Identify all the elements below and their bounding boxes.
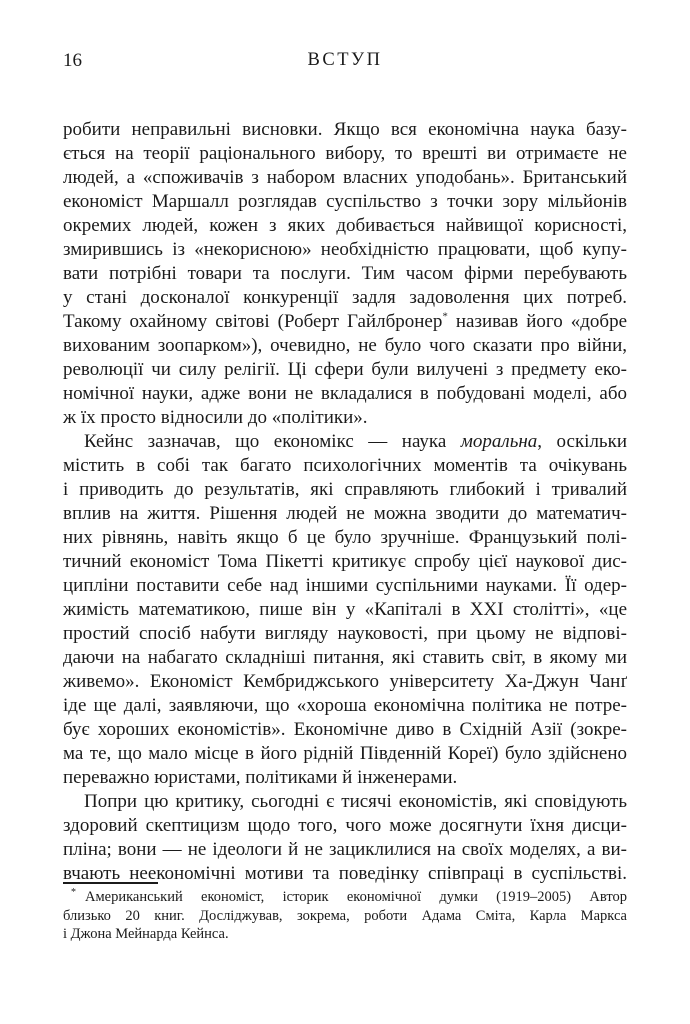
text-run: Кейнс зазначав, що економікс — наука bbox=[84, 431, 461, 452]
italic-term: моральна bbox=[460, 431, 538, 452]
text-line: тичний економіст Тома Пікетті критикує спробу цієї наукової дис- bbox=[63, 551, 627, 572]
footnote bbox=[63, 882, 627, 944]
text-line: жимість математикою, пише він у «Капіталі в XXI столітті», «це bbox=[63, 599, 627, 620]
text-line: вчають неекономічні мотиви та поведінку співпраці в суспільстві. bbox=[63, 863, 627, 884]
chapter-title: ВСТУП bbox=[307, 50, 383, 70]
text-line: ється на теорії раціонального вибору, то врешті ви отримаєте не bbox=[63, 143, 627, 164]
text-line: і приводить до результатів, які справляють глибокий і тривалий bbox=[63, 479, 627, 500]
text-line: живемо». Економіст Кембриджського університету Ха-Джун Чанґ bbox=[63, 671, 627, 692]
footnote-marker: * bbox=[442, 310, 448, 323]
text-line: вихованим зоопарком»), очевидно, не було чого сказати про війни, bbox=[63, 335, 627, 356]
footnote-line: і Джона Мейнарда Кейнса. bbox=[63, 926, 229, 942]
text-line: пліна; вони — не ідеологи й не зациклилися на своїх моделях, а ви- bbox=[63, 839, 627, 860]
text-line: ж їх просто відносили до «політики». bbox=[63, 407, 368, 428]
text-line: даючи на набагато складніші питання, які ставить світ, в якому ми bbox=[63, 647, 627, 668]
footnote-line: близько 20 книг. Досліджував, зокрема, роботи Адама Сміта, Карла Маркса bbox=[63, 907, 627, 924]
text-line: здоровий скептицизм щодо того, чого може досягнути їхня дисци- bbox=[63, 815, 627, 836]
text-line: іде ще далі, заявляючи, що «хороша економічна політика не потре- bbox=[63, 695, 627, 716]
text-line: простий спосіб набути вигляду науковості, при цьому не відпові- bbox=[63, 623, 627, 644]
text-line: переважно юристами, політиками й інженерами. bbox=[63, 767, 458, 788]
text-line: містить в собі так багато психологічних моментів та очікувань bbox=[63, 455, 627, 476]
text-line: окремих людей, кожен з яких добивається найвищої корисності, bbox=[63, 215, 627, 236]
text-line: у стані досконалої конкуренції задля задоволення цих потреб. bbox=[63, 287, 627, 308]
text-line: вплив на життя. Рішення людей не можна зводити до математич- bbox=[63, 503, 627, 524]
text-line: бує хороших економістів». Економічне диво в Східній Азії (зокре- bbox=[63, 719, 627, 740]
text-line: ципліни поставити себе над іншими суспільними науками. Її одер- bbox=[63, 575, 627, 596]
text-line: ма те, що мало місце в його рідній Південній Кореї) було здійснено bbox=[63, 743, 627, 764]
text-line: них рівнянь, навіть якщо б це було зручніше. Французький полі- bbox=[63, 527, 627, 548]
text-line: людей, а «споживачів з набором власних уподобань». Британський bbox=[63, 167, 627, 188]
footnote-marker: * bbox=[71, 887, 76, 899]
text-line: змирившись із «некорисною» необхідністю працювати, щоб купу- bbox=[63, 239, 627, 260]
running-header bbox=[63, 50, 627, 74]
text-run: називав його «добре bbox=[447, 311, 628, 332]
text-line: номічної науки, адже вони не вкладалися в побудовані моделі, або bbox=[63, 383, 627, 404]
text-line bbox=[63, 430, 627, 454]
text-line: економіст Маршалл розглядав суспільство з точки зору мільйонів bbox=[63, 191, 627, 212]
text-line bbox=[63, 310, 627, 334]
text-line: Попри цю критику, сьогодні є тисячі економістів, які сповідують bbox=[84, 791, 627, 812]
body-text bbox=[63, 118, 627, 886]
text-line: революції чи силу релігії. Ці сфери були вилучені з предмету еко- bbox=[63, 359, 627, 380]
footnote-line bbox=[63, 888, 627, 907]
text-run: Американський економіст, історик економічної думки (1919–2005) Автор bbox=[85, 889, 627, 905]
text-run: , оскільки bbox=[537, 431, 627, 452]
text-line: робити неправильні висновки. Якщо вся економічна наука базу- bbox=[63, 119, 627, 140]
text-line: вати потрібні товари та послуги. Тим часом фірми перебувають bbox=[63, 263, 627, 284]
text-run: Такому охайному світові (Роберт Гайлбронер bbox=[63, 311, 443, 332]
page-number: 16 bbox=[63, 50, 82, 71]
